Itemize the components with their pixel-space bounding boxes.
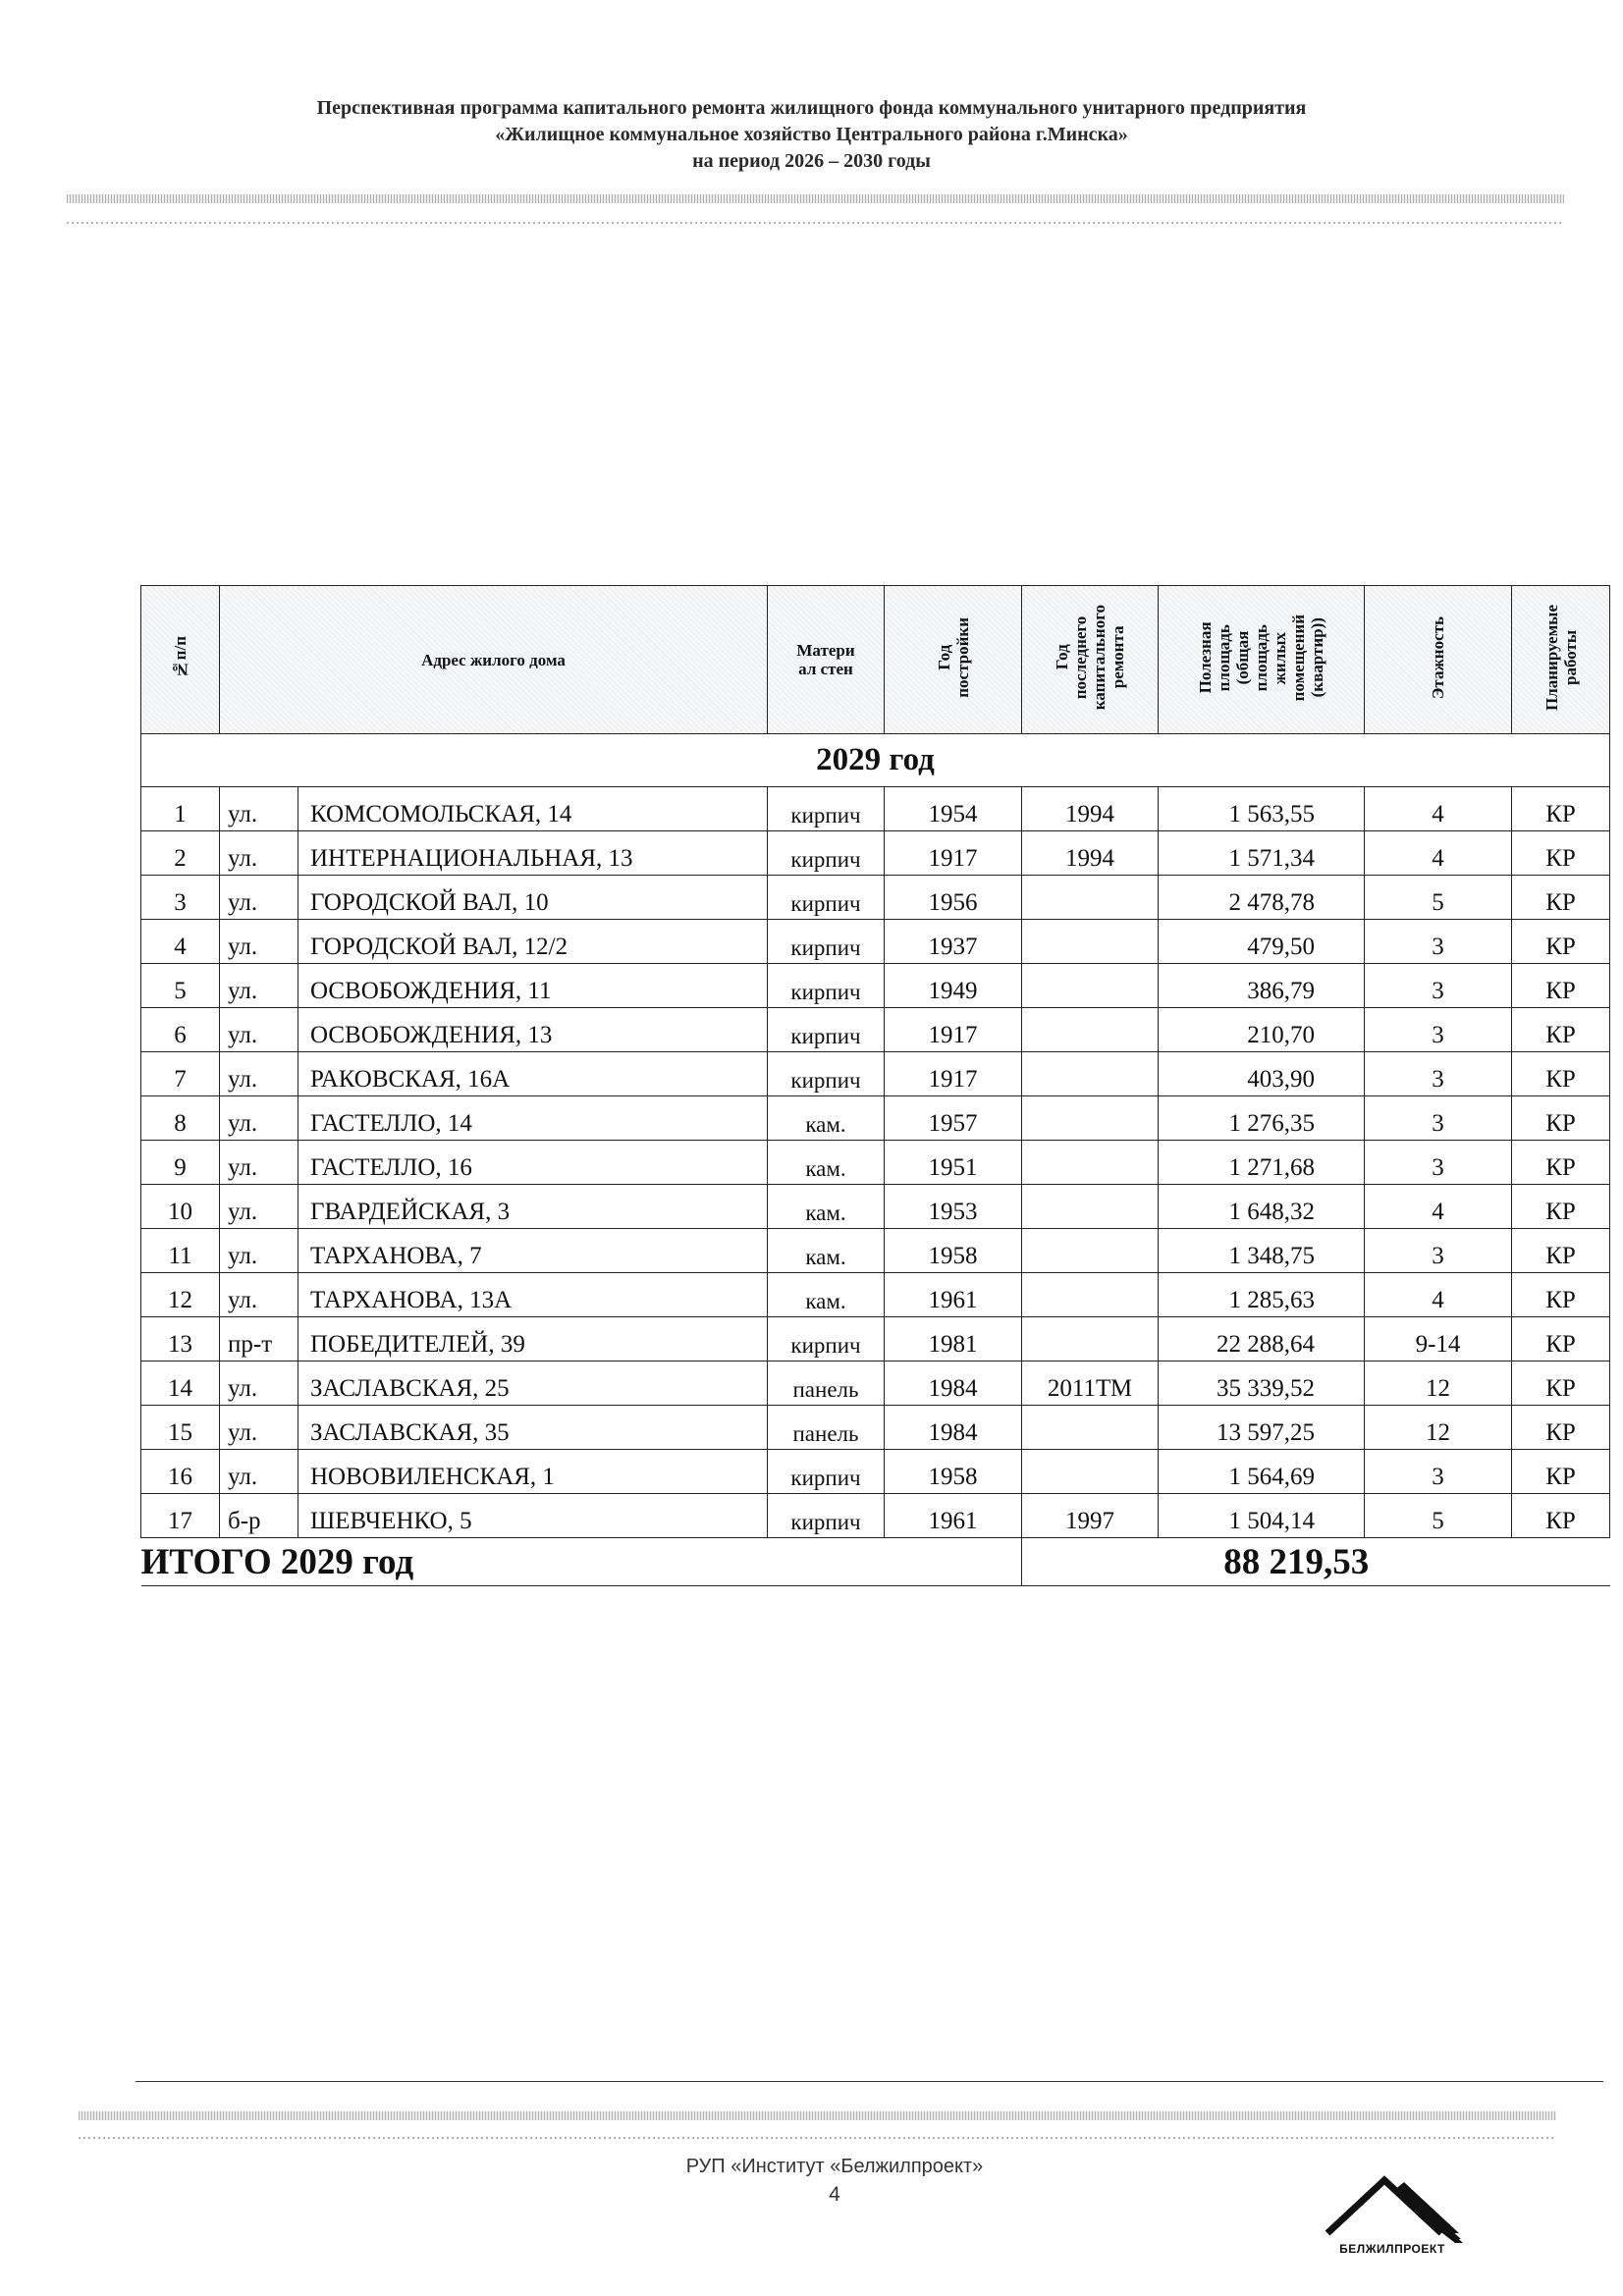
table-row [141,1185,1610,1229]
cell-planned-works: КР [1512,1450,1610,1494]
cell-wall-material: панель [768,1406,885,1450]
page-number: 4 [829,2183,840,2206]
cell-street-type: ул. [220,920,298,964]
cell-last-repair-year [1022,1008,1159,1052]
col-num-header [141,586,220,734]
cell-wall-material: кирпич [768,920,885,964]
cell-floors: 3 [1365,1229,1512,1273]
col-year-built-header [885,586,1022,734]
cell-street-name: ОСВОБОЖДЕНИЯ, 13 [298,1008,768,1052]
cell-street-name: ГОРОДСКОЙ ВАЛ, 10 [298,876,768,920]
col-last-repair-label-1: Год [1053,645,1072,670]
col-last-repair-label-3: капитального [1090,605,1109,711]
cell-useful-area: 1 276,35 [1159,1096,1365,1141]
cell-last-repair-year [1022,1096,1159,1141]
header-line-2: «Жилищное коммунальное хозяйство Центрального района г.Минска» [495,124,1128,145]
table-row [141,1052,1610,1096]
col-area-label-1: Полезная [1196,621,1216,694]
cell-street-name: ГАСТЕЛЛО, 16 [298,1141,768,1185]
cell-floors: 3 [1365,1052,1512,1096]
cell-planned-works: КР [1512,1362,1610,1406]
repair-program-table [140,585,1610,1586]
cell-year-built: 1981 [885,1317,1022,1362]
cell-street-type: ул. [220,1229,298,1273]
cell-row-number: 15 [141,1406,220,1450]
table-row [141,1362,1610,1406]
col-works-header [1512,586,1610,734]
cell-wall-material: кам. [768,1141,885,1185]
cell-wall-material: кирпич [768,876,885,920]
logo-caption: БЕЛЖИЛПРОЕКТ [1339,2242,1445,2256]
table-row [141,1141,1610,1185]
total-value: 88 219,53 [1022,1538,1512,1586]
cell-year-built: 1956 [885,876,1022,920]
cell-useful-area: 22 288,64 [1159,1317,1365,1362]
belzhilproekt-logo [1314,2164,1471,2253]
cell-wall-material: кирпич [768,1494,885,1538]
cell-useful-area: 386,79 [1159,964,1365,1008]
cell-row-number: 2 [141,831,220,876]
cell-row-number: 9 [141,1141,220,1185]
footer-separator [79,2111,1556,2120]
cell-street-type: ул. [220,1008,298,1052]
cell-wall-material: кам. [768,1229,885,1273]
cell-row-number: 12 [141,1273,220,1317]
cell-planned-works: КР [1512,876,1610,920]
col-floors-label: Этажность [1429,615,1448,700]
table-row [141,1008,1610,1052]
cell-street-type: ул. [220,1273,298,1317]
col-year-built-label-1: Год [934,645,953,670]
cell-row-number: 13 [141,1317,220,1362]
col-num-label: №п/п [171,636,189,679]
col-material-label-2: ал стен [798,660,853,678]
cell-street-type: ул. [220,787,298,831]
table-row [141,1406,1610,1450]
col-last-repair-label-2: последнего [1071,615,1091,700]
cell-year-built: 1984 [885,1406,1022,1450]
cell-year-built: 1937 [885,920,1022,964]
cell-street-name: ЗАСЛАВСКАЯ, 25 [298,1362,768,1406]
col-area-label-3: (общая [1233,630,1253,685]
table-row [141,920,1610,964]
table-row [141,787,1610,831]
cell-year-built: 1953 [885,1185,1022,1229]
cell-year-built: 1954 [885,787,1022,831]
table-row [141,964,1610,1008]
cell-last-repair-year [1022,1185,1159,1229]
cell-useful-area: 1 563,55 [1159,787,1365,831]
cell-wall-material: кирпич [768,1450,885,1494]
table-header-row [141,586,1610,734]
col-works-label [1542,605,1580,711]
table-row [141,1450,1610,1494]
cell-floors: 3 [1365,1450,1512,1494]
cell-last-repair-year [1022,920,1159,964]
header-separator-thin [67,222,1564,224]
footer-divider [135,2081,1603,2082]
cell-year-built: 1917 [885,1052,1022,1096]
col-material-label-1: Матери [796,641,855,660]
cell-useful-area: 1 285,63 [1159,1273,1365,1317]
total-empty-cell [1512,1538,1610,1586]
cell-street-name: КОМСОМОЛЬСКАЯ, 14 [298,787,768,831]
cell-year-built: 1951 [885,1141,1022,1185]
cell-year-built: 1949 [885,964,1022,1008]
footer-separator-thin [79,2137,1556,2139]
cell-street-type: ул. [220,876,298,920]
cell-useful-area: 13 597,25 [1159,1406,1365,1450]
table-row [141,1229,1610,1273]
cell-last-repair-year [1022,1141,1159,1185]
cell-row-number: 14 [141,1362,220,1406]
cell-useful-area: 479,50 [1159,920,1365,964]
cell-year-built: 1958 [885,1450,1022,1494]
total-label: ИТОГО 2029 год [141,1538,1022,1586]
cell-useful-area: 1 504,14 [1159,1494,1365,1538]
cell-street-name: ПОБЕДИТЕЛЕЙ, 39 [298,1317,768,1362]
cell-last-repair-year [1022,1406,1159,1450]
col-last-repair-label-4: ремонта [1109,626,1128,689]
cell-useful-area: 210,70 [1159,1008,1365,1052]
col-works-label-1: Планируемые [1542,604,1561,711]
cell-row-number: 11 [141,1229,220,1273]
cell-useful-area: 403,90 [1159,1052,1365,1096]
col-area-header [1159,586,1365,734]
cell-last-repair-year [1022,1052,1159,1096]
cell-year-built: 1917 [885,1008,1022,1052]
document-header [59,95,1564,175]
cell-planned-works: КР [1512,1229,1610,1273]
cell-floors: 5 [1365,876,1512,920]
cell-last-repair-year [1022,1317,1159,1362]
cell-last-repair-year [1022,1229,1159,1273]
cell-floors: 4 [1365,787,1512,831]
cell-useful-area: 35 339,52 [1159,1362,1365,1406]
cell-wall-material: кирпич [768,964,885,1008]
cell-year-built: 1957 [885,1096,1022,1141]
cell-street-name: ШЕВЧЕНКО, 5 [298,1494,768,1538]
cell-useful-area: 1 348,75 [1159,1229,1365,1273]
cell-row-number: 4 [141,920,220,964]
col-works-label-2: работы [1560,629,1580,686]
table-row [141,1317,1610,1362]
col-area-label-5: жилых [1271,631,1290,684]
cell-street-name: ТАРХАНОВА, 13А [298,1273,768,1317]
cell-wall-material: кам. [768,1096,885,1141]
col-area-label [1196,614,1326,701]
footer-org: РУП «Институт «Белжилпроект» [685,2156,984,2177]
cell-street-name: ОСВОБОЖДЕНИЯ, 11 [298,964,768,1008]
cell-wall-material: кирпич [768,1317,885,1362]
cell-last-repair-year: 1994 [1022,831,1159,876]
cell-street-name: ЗАСЛАВСКАЯ, 35 [298,1406,768,1450]
cell-planned-works: КР [1512,1008,1610,1052]
year-section-row [141,734,1610,787]
cell-street-type: ул. [220,1185,298,1229]
cell-wall-material: панель [768,1362,885,1406]
header-line-1: Перспективная программа капитального ремонта жилищного фонда коммунального унитарного предприятия [316,97,1307,119]
cell-floors: 3 [1365,1008,1512,1052]
cell-street-name: ТАРХАНОВА, 7 [298,1229,768,1273]
cell-floors: 12 [1365,1406,1512,1450]
cell-row-number: 1 [141,787,220,831]
cell-useful-area: 1 564,69 [1159,1450,1365,1494]
cell-street-type: ул. [220,1052,298,1096]
cell-floors: 3 [1365,920,1512,964]
cell-last-repair-year [1022,964,1159,1008]
cell-last-repair-year: 2011ТМ [1022,1362,1159,1406]
cell-year-built: 1961 [885,1273,1022,1317]
cell-floors: 4 [1365,1185,1512,1229]
year-section-title: 2029 год [141,734,1610,787]
cell-last-repair-year [1022,1450,1159,1494]
cell-wall-material: кирпич [768,831,885,876]
cell-street-name: ГОРОДСКОЙ ВАЛ, 12/2 [298,920,768,964]
cell-street-name: РАКОВСКАЯ, 16А [298,1052,768,1096]
col-last-repair-header [1022,586,1159,734]
cell-street-type: ул. [220,1406,298,1450]
cell-planned-works: КР [1512,1185,1610,1229]
cell-floors: 4 [1365,831,1512,876]
cell-floors: 4 [1365,1273,1512,1317]
col-address-header [220,586,768,734]
header-line-3: на период 2026 – 2030 годы [692,150,931,172]
cell-last-repair-year [1022,876,1159,920]
cell-row-number: 16 [141,1450,220,1494]
col-area-label-7: (квартир)) [1308,617,1327,698]
cell-floors: 9-14 [1365,1317,1512,1362]
cell-street-type: пр-т [220,1317,298,1362]
cell-planned-works: КР [1512,831,1610,876]
cell-wall-material: кам. [768,1185,885,1229]
col-floors-header [1365,586,1512,734]
cell-wall-material: кирпич [768,1008,885,1052]
cell-street-type: ул. [220,831,298,876]
header-separator [67,194,1564,203]
cell-street-type: ул. [220,964,298,1008]
cell-row-number: 6 [141,1008,220,1052]
cell-floors: 3 [1365,1096,1512,1141]
cell-row-number: 7 [141,1052,220,1096]
cell-floors: 3 [1365,1141,1512,1185]
cell-last-repair-year: 1994 [1022,787,1159,831]
cell-street-name: ГАСТЕЛЛО, 14 [298,1096,768,1141]
cell-planned-works: КР [1512,1273,1610,1317]
table-body [141,787,1610,1538]
cell-street-type: ул. [220,1362,298,1406]
table-row [141,831,1610,876]
cell-useful-area: 2 478,78 [1159,876,1365,920]
table-row [141,1096,1610,1141]
cell-street-name: ГВАРДЕЙСКАЯ, 3 [298,1185,768,1229]
cell-street-type: ул. [220,1096,298,1141]
col-area-label-6: помещений [1289,614,1309,702]
col-year-built-label [935,617,972,698]
col-area-label-4: площадь [1252,623,1271,692]
cell-planned-works: КР [1512,1317,1610,1362]
cell-planned-works: КР [1512,1406,1610,1450]
cell-last-repair-year [1022,1273,1159,1317]
cell-year-built: 1984 [885,1362,1022,1406]
cell-street-name: ИНТЕРНАЦИОНАЛЬНАЯ, 13 [298,831,768,876]
cell-planned-works: КР [1512,1096,1610,1141]
cell-useful-area: 1 571,34 [1159,831,1365,876]
cell-floors: 3 [1365,964,1512,1008]
cell-wall-material: кирпич [768,787,885,831]
cell-row-number: 5 [141,964,220,1008]
cell-planned-works: КР [1512,920,1610,964]
cell-year-built: 1917 [885,831,1022,876]
cell-year-built: 1961 [885,1494,1022,1538]
cell-planned-works: КР [1512,1052,1610,1096]
cell-planned-works: КР [1512,1141,1610,1185]
cell-useful-area: 1 271,68 [1159,1141,1365,1185]
total-row [141,1538,1610,1586]
col-address-label: Адрес жилого дома [421,650,566,669]
cell-row-number: 8 [141,1096,220,1141]
cell-planned-works: КР [1512,1494,1610,1538]
table-row [141,1273,1610,1317]
cell-planned-works: КР [1512,964,1610,1008]
cell-street-name: НОВОВИЛЕНСКАЯ, 1 [298,1450,768,1494]
cell-row-number: 3 [141,876,220,920]
cell-planned-works: КР [1512,787,1610,831]
cell-floors: 12 [1365,1362,1512,1406]
col-last-repair-label [1053,605,1127,710]
table-row [141,1494,1610,1538]
col-area-label-2: площадь [1215,623,1234,692]
cell-wall-material: кирпич [768,1052,885,1096]
cell-useful-area: 1 648,32 [1159,1185,1365,1229]
cell-street-type: ул. [220,1450,298,1494]
table-row [141,876,1610,920]
cell-row-number: 10 [141,1185,220,1229]
cell-street-type: б-р [220,1494,298,1538]
cell-floors: 5 [1365,1494,1512,1538]
cell-street-type: ул. [220,1141,298,1185]
col-material-header [768,586,885,734]
cell-last-repair-year: 1997 [1022,1494,1159,1538]
cell-wall-material: кам. [768,1273,885,1317]
cell-year-built: 1958 [885,1229,1022,1273]
col-year-built-label-2: постройки [952,617,972,698]
cell-row-number: 17 [141,1494,220,1538]
